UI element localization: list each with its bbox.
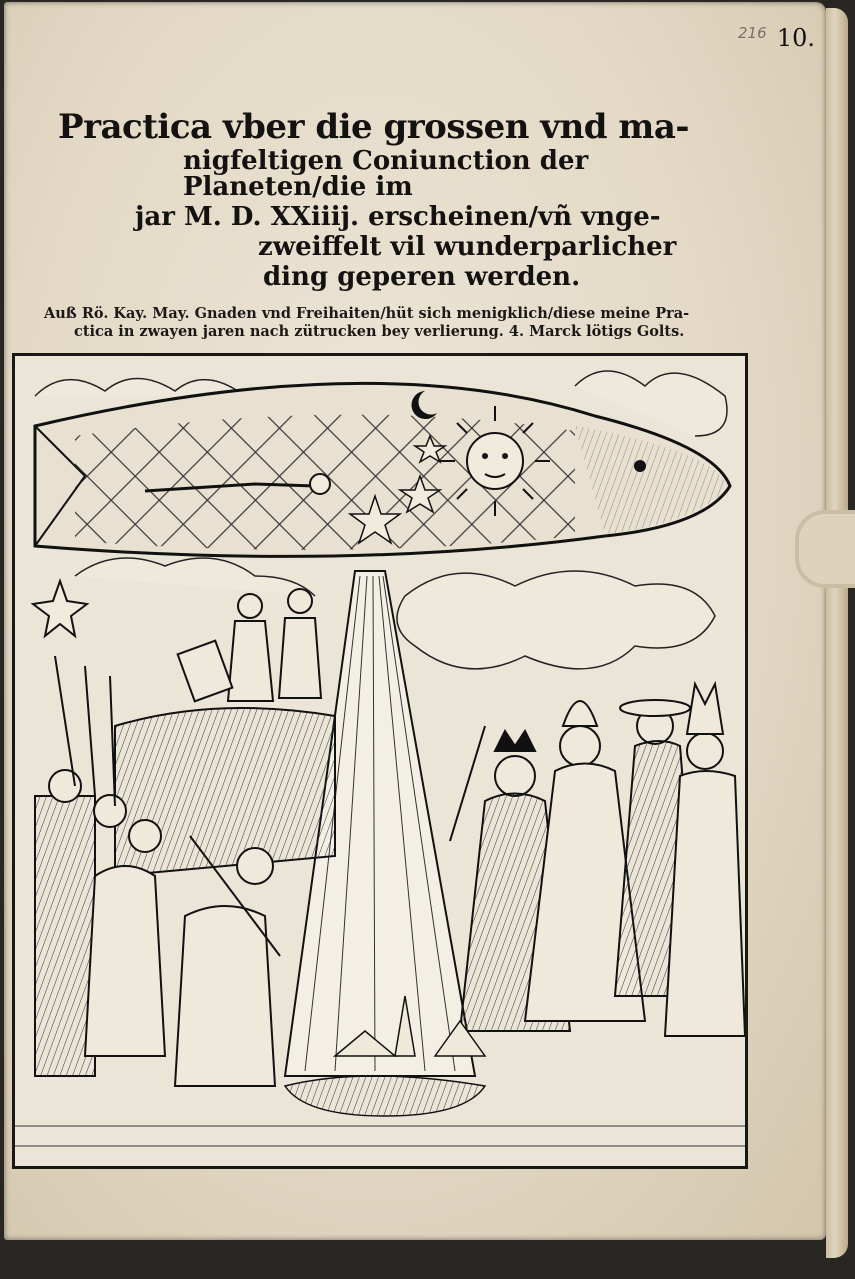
pencil-note: 216 [738, 24, 767, 42]
clergy-group [450, 684, 745, 1036]
title-line-5: ding geperen werden. [263, 262, 581, 292]
woodcut-drawing [15, 356, 745, 1166]
title-line-3: jar M. D. XXiiij. erscheinen/vñ vnge- [135, 202, 661, 232]
woodcut-illustration [12, 353, 748, 1169]
page-clip [795, 510, 855, 588]
page-edge [826, 8, 848, 1258]
title-block [58, 107, 758, 292]
fish [35, 383, 730, 556]
privilege-notice [44, 305, 704, 341]
left-star [33, 581, 87, 636]
title-line-2: nigfeltigen Coniunction der Planeten/die im [183, 146, 589, 202]
musicians [178, 589, 321, 701]
folio-number: 10. [776, 24, 815, 52]
privilege-line-1: Auß Rö. Kay. May. Gnaden vnd Freihaiten/hüt sich menigklich/diese meine Pra- [44, 305, 690, 322]
title-line-4: zweiffelt vil wunderparlicher [258, 232, 677, 262]
privilege-line-2: ctica in zwayen jaren nach zütrucken bey verlierung. 4. Marck lötigs Golts. [74, 323, 685, 341]
title-line-1: Practica vber die grossen vnd ma- [58, 107, 690, 147]
